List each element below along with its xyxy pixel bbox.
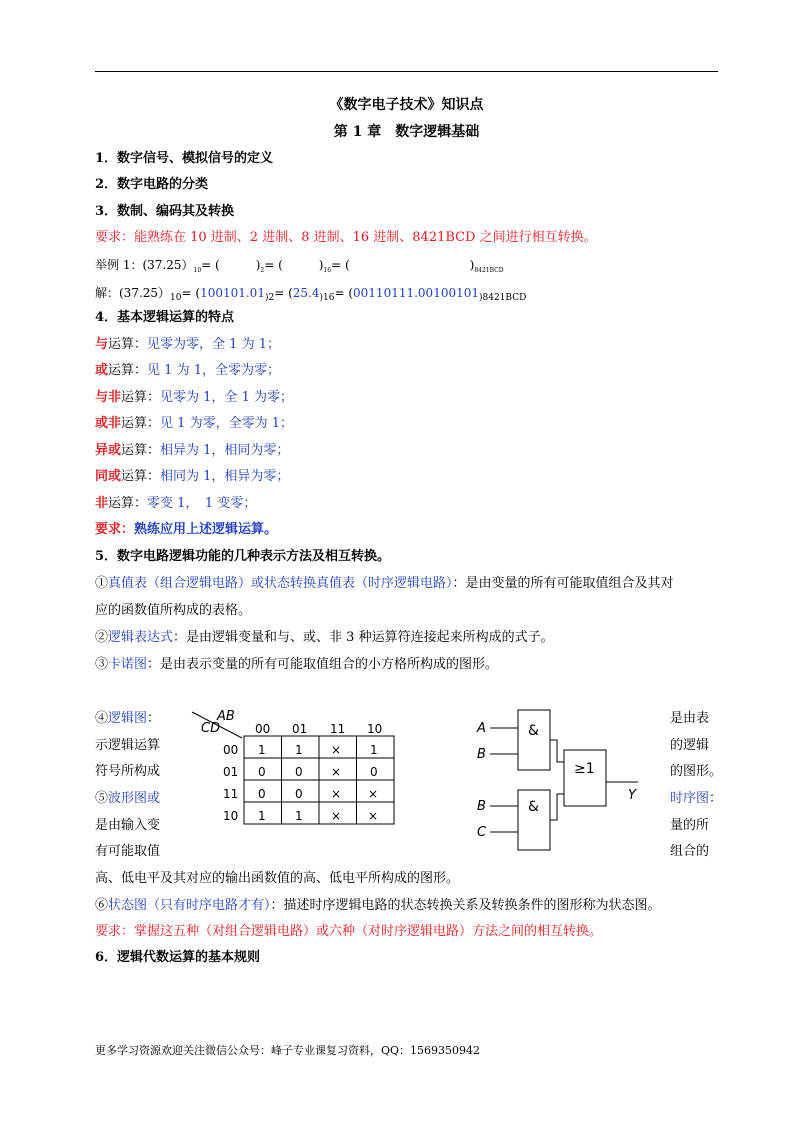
item-number: ① [95,576,109,591]
method-state-diagram [95,897,661,915]
kmap-cell: 1 [258,743,266,757]
item-number: ② [95,630,109,645]
op-name: 或非 [95,416,122,431]
op-and [95,336,280,354]
kmap-cell: × [368,809,379,823]
op-desc: 零变 1， 1 变零； [147,496,257,511]
output-y-label: Y [628,788,636,803]
kmap-cell: 1 [370,743,378,757]
solution-binary: 100101.01 [200,286,265,300]
op-desc: 相同为 1，相异为零； [160,469,290,484]
right-wrap-3: 的图形。 [670,764,723,779]
left-wrap-2: 示逻辑运算 [95,738,161,753]
item-number: ④ [95,711,109,726]
right-wrap-2: 的逻辑 [670,738,710,753]
example-solution [95,284,526,307]
op-suffix: 运算： [121,469,161,484]
input-b2-label: B [477,799,486,814]
method-karnaugh-map [95,656,498,674]
item-number: ⑥ [95,898,109,913]
kmap-cell: 0 [295,787,303,801]
kmap-cd-label: CD [201,721,221,736]
solution-base-bcd: )8421BCD [479,293,527,303]
input-b1-label: B [477,747,486,762]
item-term: 状态图（只有时序电路才有） [108,898,271,913]
kmap-cell: × [368,787,379,801]
kmap-cell: × [331,787,342,801]
op-name: 与 [95,337,109,352]
or-gate-symbol: ≥1 [574,761,595,777]
method-logic-diagram [95,710,160,728]
item-term: 时序图 [670,791,710,806]
right-wrap-6: 组合的 [670,844,710,859]
op-desc: 见 1 为 1，全零为零； [147,363,280,378]
section-4-heading: 4．基本逻辑运算的特点 [95,310,235,325]
op-name: 或 [95,363,109,378]
section-1-heading: 1．数字信号、模拟信号的定义 [95,151,274,166]
method-waveform-cont: 高、低电平及其对应的输出函数值的高、低电平所构成的图形。 [95,871,460,886]
op-xnor [95,468,289,486]
op-desc: 相异为 1，相同为零； [160,443,290,458]
and-gate-1-body [518,710,550,770]
left-wrap-3: 符号所构成 [95,764,161,779]
kmap-col-header: 01 [292,722,308,736]
logic-diagram-figure [470,706,650,856]
kmap-ab-label: AB [217,709,235,724]
example-base-bcd: 8421BCD [474,267,504,274]
example-blank-bcd: = ( ) [331,258,475,272]
and-gate-1-symbol: & [528,723,539,739]
op-nor [95,415,293,433]
page-footer: 更多学习资源欢迎关注微信公众号：峰子专业课复习资料，QQ：1569350942 [95,1044,481,1057]
chapter-title: 第 1 章 数字逻辑基础 [333,124,480,140]
op-name: 与非 [95,390,122,405]
kmap-col-header: 00 [255,722,271,736]
op-desc: 见零为零，全 1 为 1； [147,337,280,352]
right-wrap-1: 是由表 [670,711,710,726]
item-text: ：是由表示变量的所有可能取值组合的小方格所构成的图形。 [147,657,499,672]
method-waveform [95,790,160,808]
solution-bcd: 00110111.00100101 [353,286,480,300]
example-blank-16: = ( ) [264,258,324,272]
item-term: 逻辑图 [108,711,148,726]
section-3-requirement: 要求：能熟练在 10 进制、2 进制、8 进制、16 进制、8421BCD 之间进行相互转换。 [95,230,597,245]
example-blank-2: = ( ) [201,258,261,272]
item-term: 波形图或 [108,791,161,806]
solution-eq-1: = ( [181,286,201,300]
op-not [95,495,256,513]
item-number: ③ [95,657,109,672]
example-1 [95,256,504,280]
solution-eq-3: = ( [334,286,354,300]
op-desc: 见 1 为零，全零为 1； [160,416,293,431]
left-wrap-6: 有可能取值 [95,844,161,859]
input-a-label: A [477,721,486,736]
req-label: 要求： [95,522,135,537]
op-suffix: 运算： [121,416,161,431]
method-truth-table-cont: 应的函数值所构成的表格。 [95,603,252,618]
op-name: 同或 [95,469,122,484]
right-wrap-4 [670,790,722,808]
kmap-cell: × [331,809,342,823]
section-5-requirement: 要求：掌握这五种（对组合逻辑电路）或六种（对时序逻辑电路）方法之间的相互转换。 [95,924,603,939]
op-suffix: 运算： [108,337,148,352]
example-base-2: 2 [260,267,265,274]
item-text: ：是由逻辑变量和与、或、非 3 种运算符连接起来所构成的式子。 [173,630,554,645]
kmap-cell: 1 [295,809,303,823]
kmap-row-header: 00 [223,743,239,757]
kmap-row-header: 01 [223,765,239,779]
item-text: ：描述时序逻辑电路的状态转换关系及转换条件的图形称为状态图。 [270,898,661,913]
section-2-heading: 2．数字电路的分类 [95,177,209,192]
op-suffix: 运算： [121,390,161,405]
solution-eq-2: = ( [274,286,293,300]
item-term: 卡诺图 [108,657,148,672]
section-3-heading: 3．数制、编码其及转换 [95,204,235,219]
wire-and1-or [550,740,564,762]
op-desc: 见零为 1，全 1 为零； [160,390,293,405]
op-suffix: 运算： [108,363,148,378]
op-xor [95,442,289,460]
input-c-label: C [477,825,487,840]
kmap-cell: 1 [295,743,303,757]
solution-base-10: 10 [170,293,182,303]
method-logic-expression [95,629,554,647]
op-name: 异或 [95,443,122,458]
solution-hex: 25.4 [292,286,320,300]
kmap-row-header: 11 [223,787,239,801]
example-base-10: 10 [193,267,202,274]
item-term: 真值表（组合逻辑电路）或状态转换真值表（时序逻辑电路） [108,576,453,591]
op-name: 非 [95,496,109,511]
op-suffix: 运算： [108,496,148,511]
header-rule [95,71,718,72]
solution-label: 解：(37.25） [95,286,171,300]
item-term: 逻辑表达式 [108,630,174,645]
left-wrap-5: 是由输入变 [95,818,161,833]
section-4-requirement [95,521,277,539]
kmap-cell: 0 [370,765,378,779]
example-label: 举例 1：(37.25） [95,258,194,272]
kmap-cell: 1 [258,809,266,823]
kmap-cell: 0 [258,787,266,801]
method-truth-table [95,575,674,593]
item-text: ：是由变量的所有可能取值组合及其对 [452,576,674,591]
kmap-cell: × [331,765,342,779]
kmap-col-header: 10 [367,722,383,736]
kmap-col-header: 11 [330,722,346,736]
document-title: 《数字电子技术》知识点 [329,97,484,113]
wire-and2-or [550,794,564,820]
and-gate-2-symbol: & [528,799,539,815]
kmap-cell: × [331,743,342,757]
kmap-cell: 0 [295,765,303,779]
or-gate-body [564,750,606,806]
solution-base-16: )16 [319,293,335,303]
kmap-row-header: 10 [223,809,239,823]
solution-base-2: )2 [264,293,275,303]
req-text: 熟练应用上述逻辑运算。 [134,522,278,537]
item-colon: ： [709,791,723,806]
right-wrap-5: 量的所 [670,818,710,833]
item-number: ⑤ [95,791,109,806]
op-or [95,362,280,380]
section-6-heading: 6．逻辑代数运算的基本规则 [95,950,261,965]
op-nand [95,389,293,407]
op-suffix: 运算： [121,443,161,458]
item-colon: ： [147,711,161,726]
kmap-cell: 0 [258,765,266,779]
example-base-16: 16 [323,267,332,274]
section-5-heading: 5．数字电路逻辑功能的几种表示方法及相互转换。 [95,549,391,564]
